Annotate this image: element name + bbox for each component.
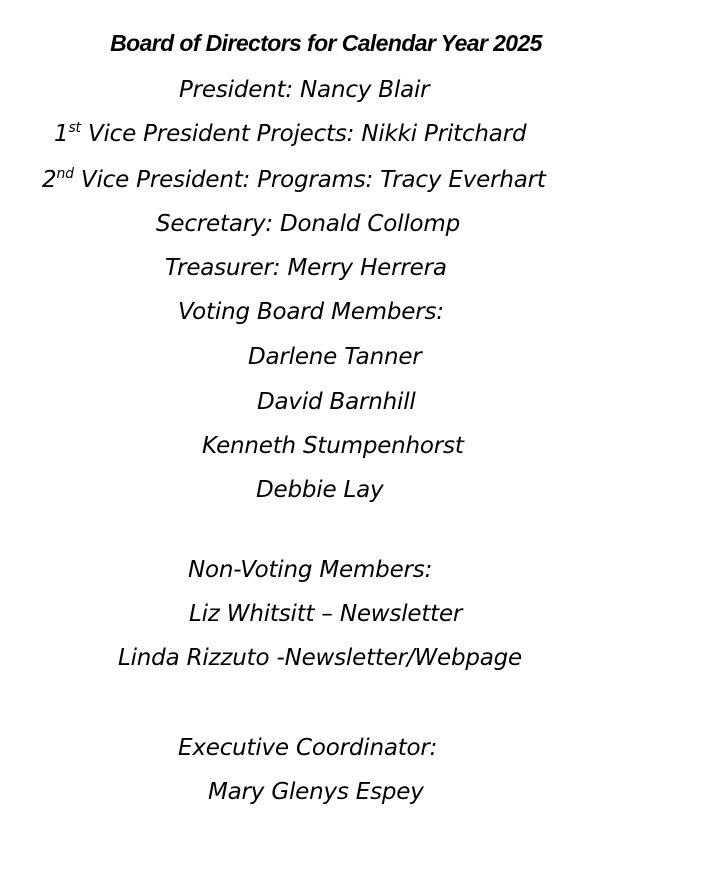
first-vice-president-text: Vice President Projects: Nikki Pritchard <box>80 121 527 147</box>
non-voting-member: Liz Whitsitt – Newsletter <box>189 601 463 627</box>
non-voting-member: Linda Rizzuto -Newsletter/Webpage <box>118 645 522 671</box>
first-vice-president-line <box>54 119 526 149</box>
executive-coordinator-name: Mary Glenys Espey <box>208 779 424 805</box>
second-vice-president-text: Vice President: Programs: Tracy Everhart <box>73 167 546 193</box>
voting-members-heading: Voting Board Members: <box>178 299 444 325</box>
ordinal-suffix: nd <box>56 166 74 182</box>
non-voting-members-heading: Non-Voting Members: <box>188 557 433 583</box>
executive-coordinator-heading: Executive Coordinator: <box>178 735 438 761</box>
voting-member: Debbie Lay <box>256 477 384 503</box>
second-vice-president-line <box>42 165 546 195</box>
voting-member: Darlene Tanner <box>248 344 422 370</box>
treasurer-line: Treasurer: Merry Herrera <box>165 255 447 281</box>
ordinal-suffix: st <box>68 120 81 136</box>
voting-member: Kenneth Stumpenhorst <box>202 433 464 459</box>
secretary-line: Secretary: Donald Collomp <box>156 211 460 237</box>
ordinal-number: 1 <box>54 121 69 147</box>
document-title: Board of Directors for Calendar Year 2025 <box>110 30 542 56</box>
ordinal-number: 2 <box>42 167 57 193</box>
president-line: President: Nancy Blair <box>179 77 430 103</box>
voting-member: David Barnhill <box>257 389 416 415</box>
